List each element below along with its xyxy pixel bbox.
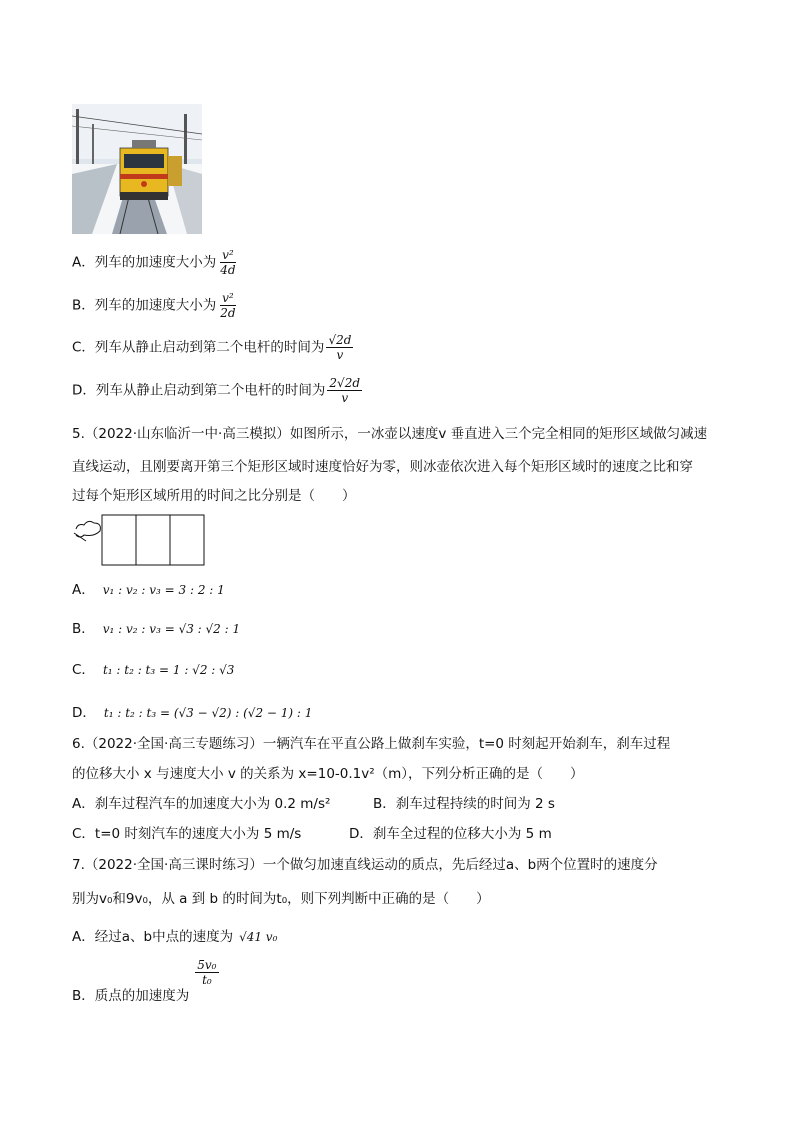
train-illustration <box>72 104 202 234</box>
q6-option-c: C．t=0 时刻汽车的速度大小为 5 m/s <box>72 826 302 842</box>
q4-option-c <box>72 333 353 362</box>
q5-option-a: A． v₁ : v₂ : v₃ = 3 : 2 : 1 <box>72 582 225 598</box>
fraction: $\frac{2√2d}{v}$ <box>329 376 361 405</box>
fraction: $\frac{\text{v²}}{4d}$ <box>220 248 236 277</box>
q5-stem-line-2: 直线运动，且刚要离开第三个矩形区域时速度恰好为零，则冰壶依次进入每个矩形区域时的速度之比和穿 <box>72 459 693 475</box>
q4-option-b <box>72 291 238 320</box>
q4-option-d <box>72 376 362 405</box>
option-label: B．列车的加速度大小为 <box>72 297 217 314</box>
fraction: $\frac{√2d}{v}$ <box>328 333 352 362</box>
rectangles-diagram <box>72 513 212 569</box>
q5-option-c: C． t₁ : t₂ : t₃ = 1 : √2 : √3 <box>72 662 235 678</box>
fraction: $\frac{\text{5v₀}}{\text{t₀}}$ <box>197 958 217 987</box>
q5-option-d: D． t₁ : t₂ : t₃ = (√3 − √2) : (√2 − 1) : 1 <box>72 705 313 721</box>
option-label: A．列车的加速度大小为 <box>72 254 217 271</box>
option-label: C．列车从静止启动到第二个电杆的时间为 <box>72 339 325 356</box>
q7-option-a: A．经过a、b中点的速度为 √41 v₀ <box>72 929 278 945</box>
train-photo <box>72 104 202 234</box>
q7-option-b: B．质点的加速度为 $\frac{\text{5v₀}}{\text{t₀}}$ <box>72 958 217 1004</box>
q4-option-a <box>72 248 238 277</box>
q6-stem-line-1: 6.（2022·全国·高三专题练习）一辆汽车在平直公路上做刹车实验，t=0 时刻起开始刹车，刹车过程 <box>72 736 671 752</box>
option-label: D．列车从静止启动到第二个电杆的时间为 <box>72 382 326 399</box>
q5-option-b: B． v₁ : v₂ : v₃ = √3 : √2 : 1 <box>72 621 241 637</box>
q7-stem-line-2: 别为v₀和9v₀，从 a 到 b 的时间为t₀，则下列判断中正确的是（ ） <box>72 891 490 907</box>
q6-option-a: A．刹车过程汽车的加速度大小为 0.2 m/s² <box>72 796 331 812</box>
curling-diagram <box>72 513 212 573</box>
q6-option-d: D．刹车全过程的位移大小为 5 m <box>349 826 552 842</box>
q6-stem-line-2: 的位移大小 x 与速度大小 v 的关系为 x=10-0.1v²（m），下列分析正确的是（ ） <box>72 766 584 782</box>
q5-stem-line-1: 5.（2022·山东临沂一中·高三模拟）如图所示，一冰壶以速度v 垂直进入三个完全相同的矩形区域做匀减速 <box>72 426 708 442</box>
q5-stem-line-3: 过每个矩形区域所用的时间之比分别是（ ） <box>72 488 356 504</box>
fraction: $\frac{\text{v²}}{2d}$ <box>220 291 236 320</box>
q6-option-b: B．刹车过程持续的时间为 2 s <box>373 796 555 812</box>
q7-stem-line-1: 7.（2022·全国·高三课时练习）一个做匀加速直线运动的质点，先后经过a、b两个位置时的速度分 <box>72 857 658 873</box>
